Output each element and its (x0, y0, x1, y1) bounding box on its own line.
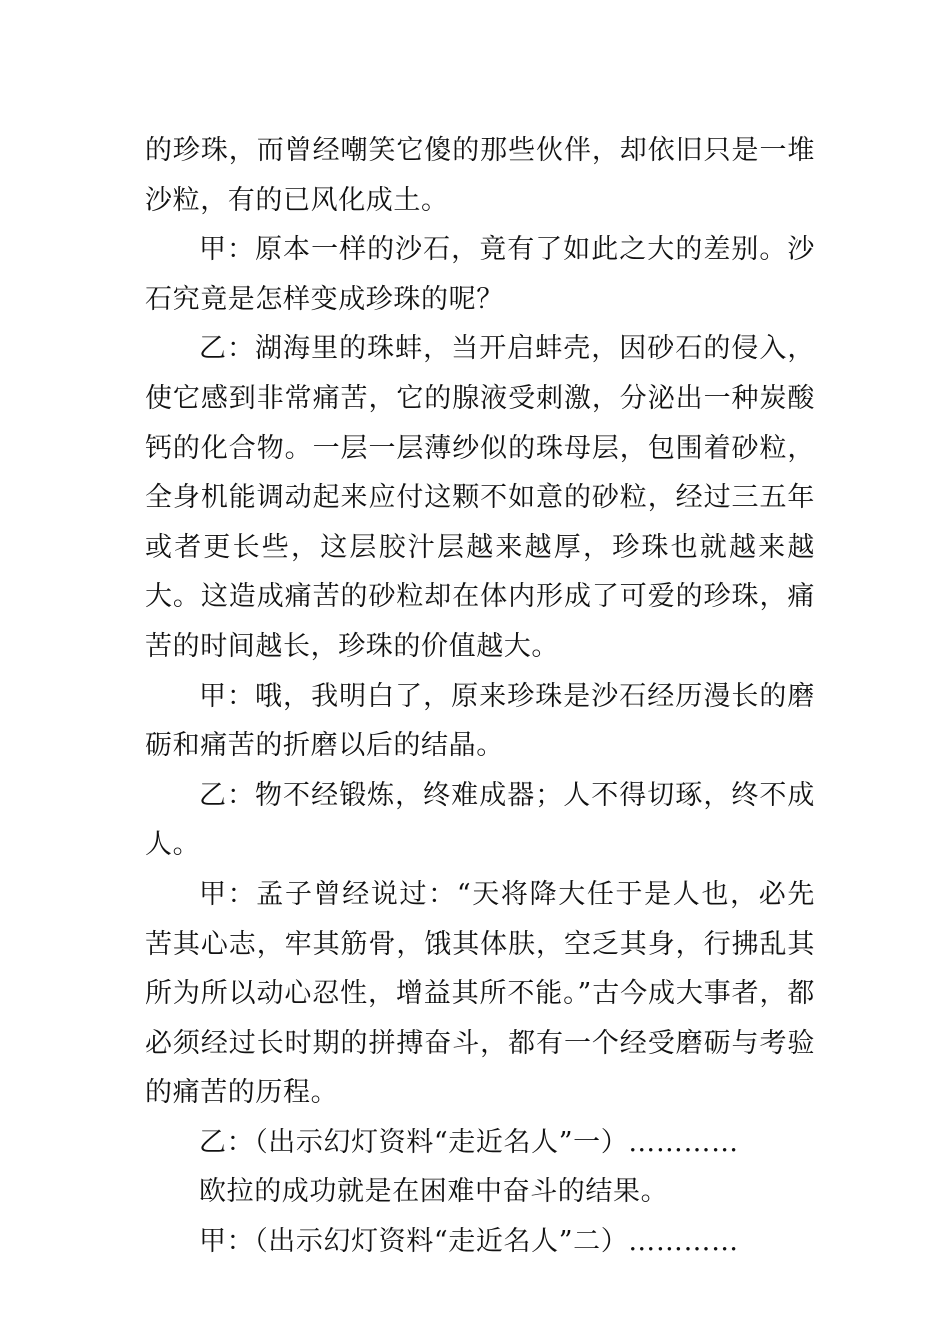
paragraph-yi-explanation: 乙：湖海里的珠蚌，当开启蚌壳，因砂石的侵入，使它感到非常痛苦，它的腺液受刺激，分泌出一种炭酸钙的化合物。一层一层薄纱似的珠母层，包围着砂粒，全身机能调动起来应付这颗不如意的砂粒，经过三五年或者更长些，这层胶汁层越来越厚，珍珠也就越来越大。这造成痛苦的砂粒却在体内形成了可爱的珍珠，痛苦的时间越长，珍珠的价值越大。 (145, 333, 815, 662)
paragraph-yi-slide-one: 乙：（出示幻灯资料“走近名人”一）………… (199, 1126, 739, 1158)
paragraph-jia-mencius: 甲：孟子曾经说过：“天将降大任于是人也，必先苦其心志，牢其筋骨，饿其体肤，空乏其身，行拂乱其所为所以动心忍性，增益其所不能。”古今成大事者，都必须经过长时期的拼搏奋斗，都有一个经受磨砺与考验的痛苦的历程。 (145, 878, 815, 1109)
paragraph-pearl-ending: 的珍珠，而曾经嘲笑它傻的那些伙伴，却依旧只是一堆沙粒，有的已风化成土。 (145, 135, 815, 216)
paragraph-yi-proverb: 乙：物不经锻炼，终难成器；人不得切琢，终不成人。 (145, 779, 815, 861)
paragraph-jia-understanding: 甲：哦，我明白了，原来珍珠是沙石经历漫长的磨砺和痛苦的折磨以后的结晶。 (145, 680, 815, 762)
paragraph-euler: 欧拉的成功就是在困难中奋斗的结果。 (199, 1176, 669, 1208)
document-body (145, 126, 815, 1267)
paragraph-jia-slide-two: 甲：（出示幻灯资料“走近名人”二）………… (199, 1226, 739, 1258)
paragraph-jia-question: 甲：原本一样的沙石，竟有了如此之大的差别。沙石究竟是怎样变成珍珠的呢？ (145, 234, 815, 315)
